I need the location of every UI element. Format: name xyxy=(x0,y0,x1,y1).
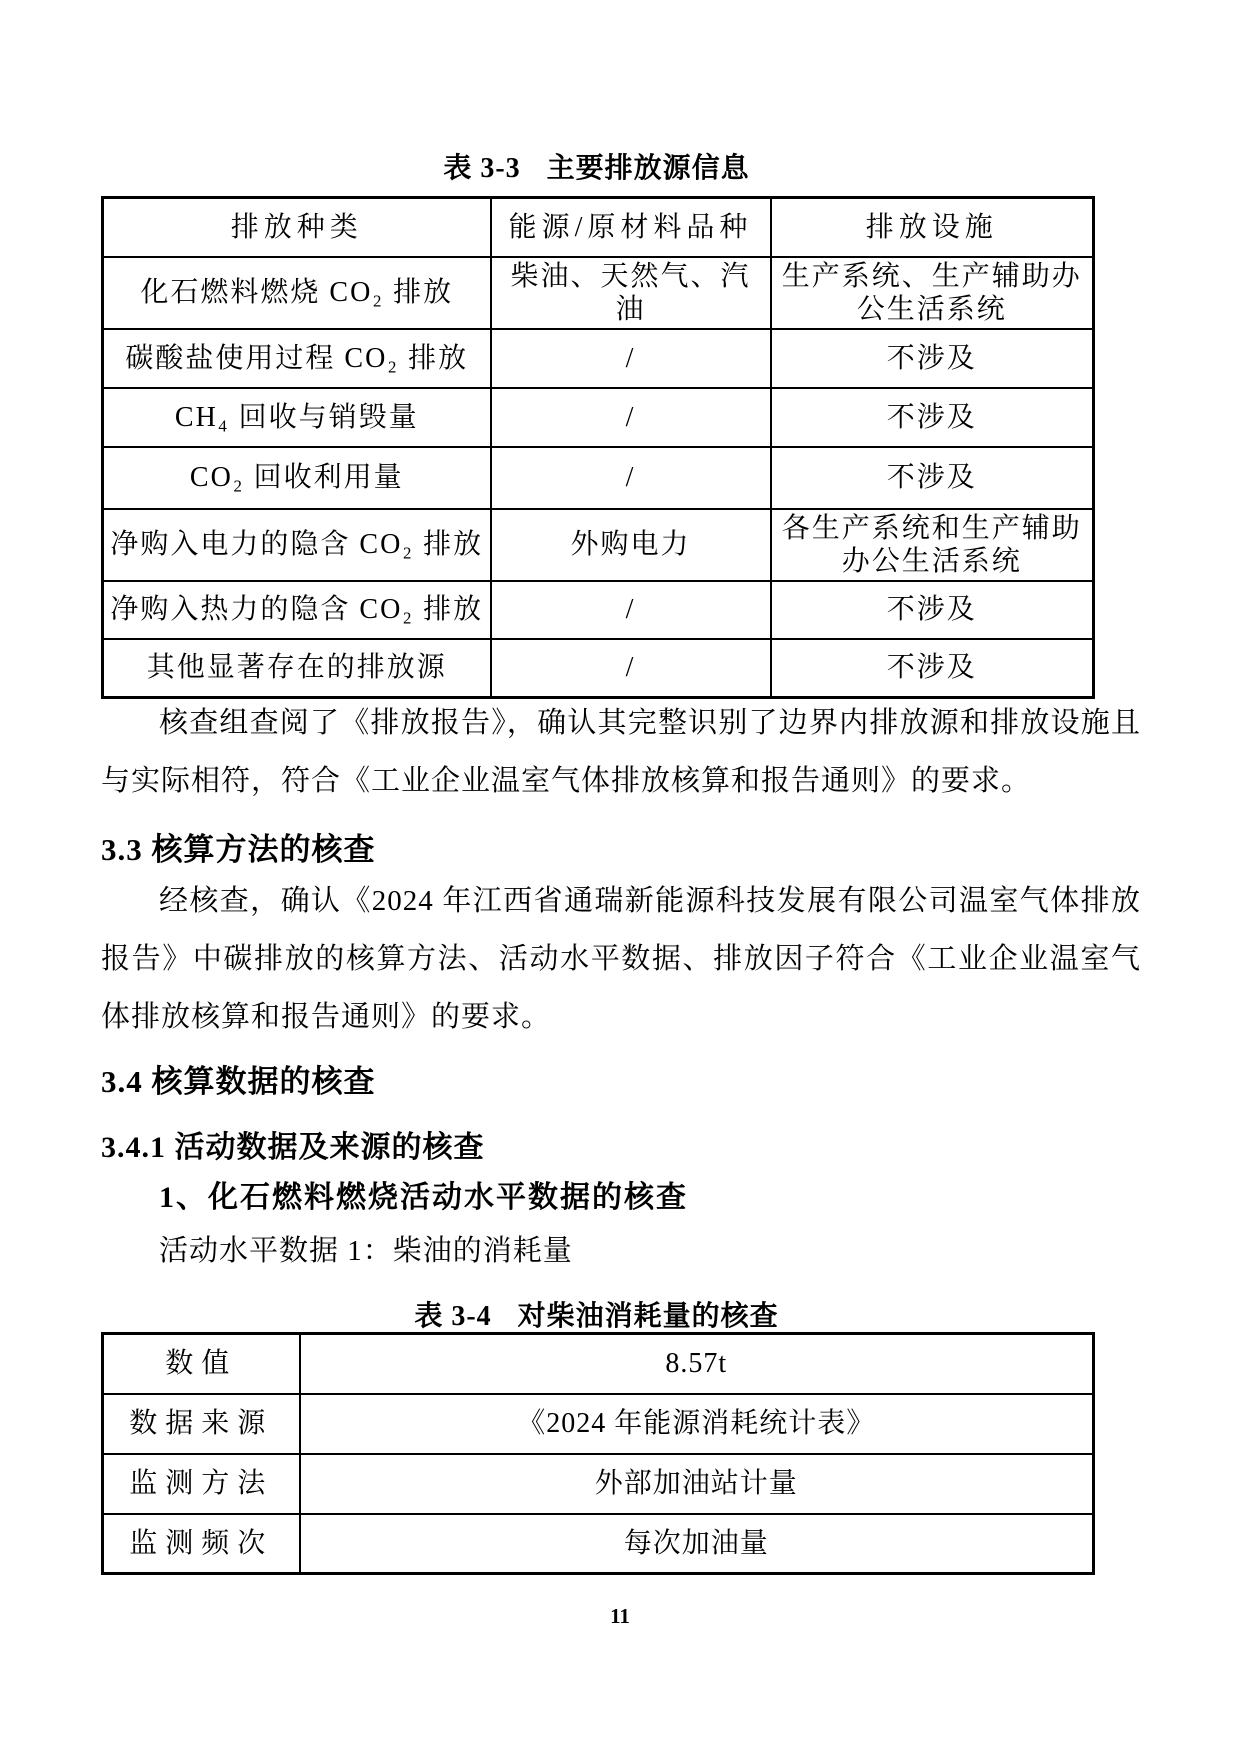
cell-value-monitor-method: 外部加油站计量 xyxy=(300,1454,1094,1514)
table-3-3-caption-title: 主要排放源信息 xyxy=(546,153,750,184)
cell-energy-material: / xyxy=(491,581,771,639)
cell-emission-type: 化石燃料燃烧 CO₂ 排放 xyxy=(103,257,491,329)
cell-emission-type: 碳酸盐使用过程 CO₂ 排放 xyxy=(103,329,491,388)
cell-value-amount: 8.57t xyxy=(300,1334,1094,1394)
col-header-emission-facility: 排放设施 xyxy=(771,198,1094,257)
table-row xyxy=(103,1514,1094,1574)
col-header-energy-material: 能源/原材料品种 xyxy=(491,198,771,257)
subheading-fossil-fuel-activity: 1、化石燃料燃烧活动水平数据的核查 xyxy=(159,1181,688,1214)
cell-emission-type: CH₄ 回收与销毁量 xyxy=(103,388,491,447)
table-row xyxy=(103,1334,1094,1394)
heading-3-3: 3.3 核算方法的核查 xyxy=(101,832,376,867)
cell-emission-facility: 生产系统、生产辅助办公生活系统 xyxy=(771,257,1094,329)
heading-3-4: 3.4 核算数据的核查 xyxy=(101,1064,376,1099)
cell-energy-material: 柴油、天然气、汽油 xyxy=(491,257,771,329)
cell-emission-facility: 不涉及 xyxy=(771,639,1094,698)
cell-emission-facility: 各生产系统和生产辅助办公生活系统 xyxy=(771,509,1094,581)
cell-energy-material: 外购电力 xyxy=(491,509,771,581)
cell-energy-material: / xyxy=(491,388,771,447)
table-row xyxy=(103,388,1094,447)
cell-label-value: 数值 xyxy=(103,1334,300,1394)
cell-value-monitor-frequency: 每次加油量 xyxy=(300,1514,1094,1574)
cell-emission-facility: 不涉及 xyxy=(771,329,1094,388)
cell-emission-type: CO₂ 回收利用量 xyxy=(103,447,491,509)
activity-data-line: 活动水平数据 1：柴油的消耗量 xyxy=(159,1235,573,1267)
cell-emission-type: 净购入电力的隐含 CO₂ 排放 xyxy=(103,509,491,581)
table-3-4-caption-title: 对柴油消耗量的核查 xyxy=(517,1301,779,1332)
table-3-3-caption xyxy=(101,146,1092,186)
cell-energy-material: / xyxy=(491,447,771,509)
table-row xyxy=(103,447,1094,509)
cell-energy-material: / xyxy=(491,329,771,388)
verification-paragraph-2: 经核查，确认《2024 年江西省通瑞新能源科技发展有限公司温室气体排放报告》中碳排放的核算方法、活动水平数据、排放因子符合《工业企业温室气体排放核算和报告通则》的要求。 xyxy=(101,885,1141,1033)
col-header-emission-type: 排放种类 xyxy=(103,198,491,257)
page-number: 11 xyxy=(610,1604,630,1628)
table-3-3-caption-label: 表 3-3 xyxy=(443,153,521,184)
table-row xyxy=(103,1454,1094,1514)
cell-emission-facility: 不涉及 xyxy=(771,447,1094,509)
table-row xyxy=(103,1394,1094,1454)
cell-emission-facility: 不涉及 xyxy=(771,581,1094,639)
cell-label-data-source: 数据来源 xyxy=(103,1394,300,1454)
emission-sources-table xyxy=(101,196,1095,699)
cell-label-monitor-method: 监测方法 xyxy=(103,1454,300,1514)
cell-label-monitor-frequency: 监测频次 xyxy=(103,1514,300,1574)
verification-paragraph-1: 核查组查阅了《排放报告》，确认其完整识别了边界内排放源和排放设施且与实际相符，符合《工业企业温室气体排放核算和报告通则》的要求。 xyxy=(101,707,1141,797)
table-row xyxy=(103,639,1094,698)
diesel-consumption-table xyxy=(101,1332,1095,1575)
table-row xyxy=(103,509,1094,581)
table-row xyxy=(103,581,1094,639)
table-3-4-caption-label: 表 3-4 xyxy=(414,1301,492,1332)
heading-3-4-1: 3.4.1 活动数据及来源的核查 xyxy=(101,1131,485,1164)
cell-value-data-source: 《2024 年能源消耗统计表》 xyxy=(300,1394,1094,1454)
table-header-row xyxy=(103,198,1094,257)
cell-emission-facility: 不涉及 xyxy=(771,388,1094,447)
cell-emission-type: 净购入热力的隐含 CO₂ 排放 xyxy=(103,581,491,639)
cell-energy-material: / xyxy=(491,639,771,698)
table-row xyxy=(103,329,1094,388)
table-row xyxy=(103,257,1094,329)
table-3-4-caption xyxy=(101,1294,1092,1334)
cell-emission-type: 其他显著存在的排放源 xyxy=(103,639,491,698)
